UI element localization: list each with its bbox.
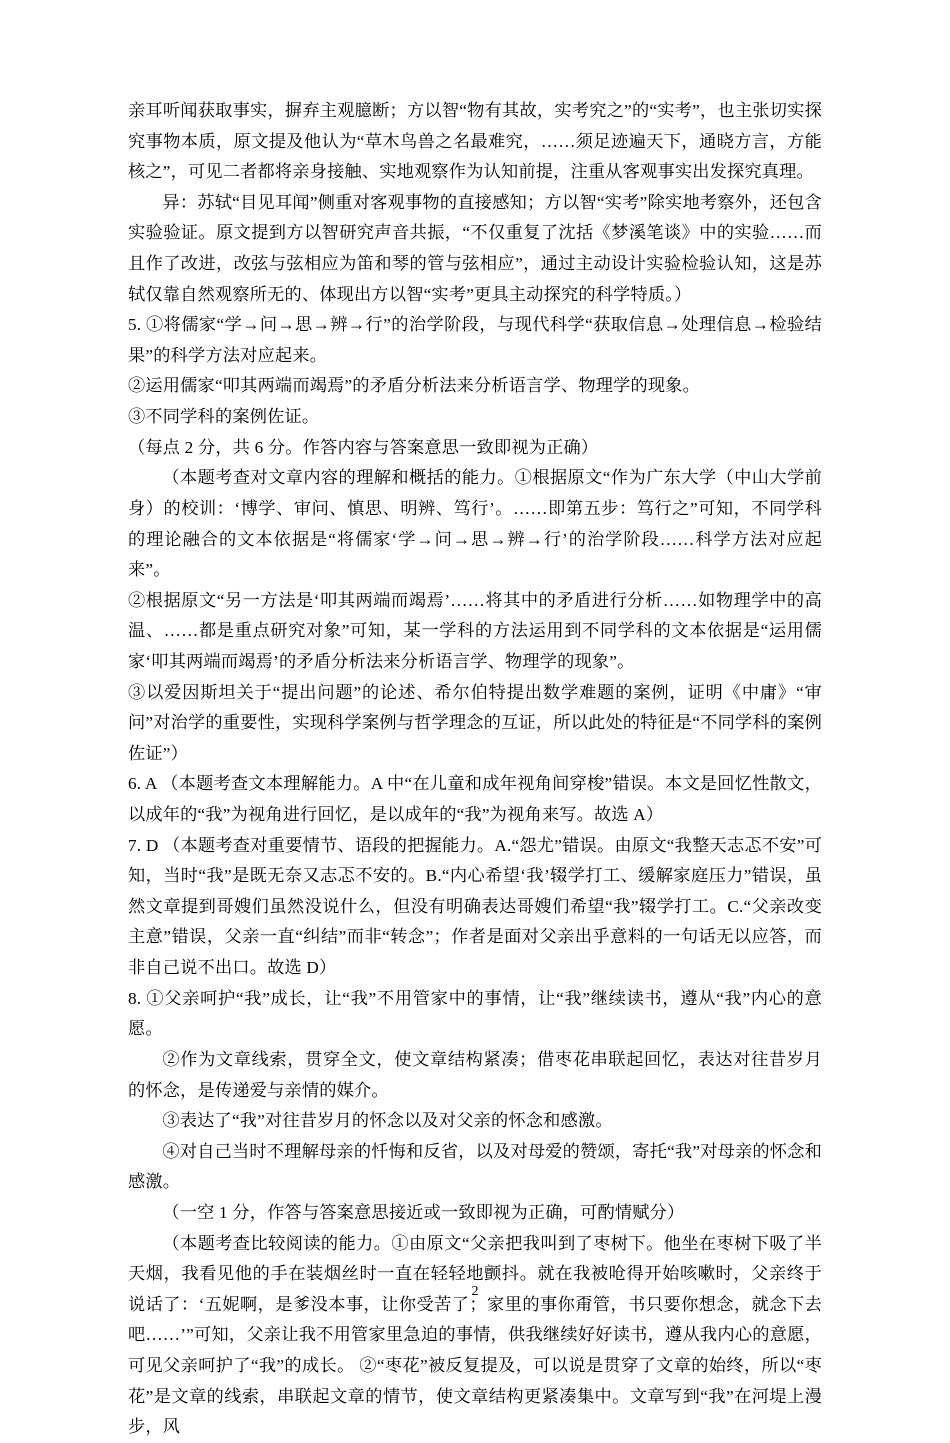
document-body: [128, 96, 822, 1443]
paragraph: ③不同学科的案例佐证。: [128, 407, 320, 427]
paragraph: ②根据原文“另一方法是‘叩其两端而竭焉’……将其中的矛盾进行分析……如物理学中的高温、……都是重点研究对象”可知，某一学科的方法运用到不同学科的文本依据是“运用儒家‘叩其两端而竭焉’的矛盾分析法来分析语言学、物理学的现象”。: [128, 590, 822, 671]
paragraph: 8. ①父亲呵护“我”成长，让“我”不用管家中的事情，让“我”继续读书，遵从“我”内心的意愿。: [128, 988, 822, 1039]
paragraph: 亲耳听闻获取事实，摒弃主观臆断；方以智“物有其故，实考究之”的“实考”，也主张切实探究事物本质，原文提及他认为“草木鸟兽之名最难究，……须足迹遍天下，通晓方言，方能核之”，可见二者都将亲身接触、实地观察作为认知前提，注重从客观事实出发探究真理。: [128, 101, 822, 182]
paragraph: （本题考查比较阅读的能力。①由原文“父亲把我叫到了枣树下。他坐在枣树下吸了半天烟，我看见他的手在装烟丝时一直在轻轻地颤抖。就在我被呛得开始咳嗽时，父亲终于说话了：‘五妮啊，是爹没本事，让你受苦了；家里的事你甭管，书只要你想念，就念下去吧……’”可知，父亲让我不用管家里急迫的事情，供我继续好好读书，遵从我内心的意愿，可见父亲呵护了“我”的成长。 ②“枣花”被反复提及，可以说是贯穿了文章的始终，所以“枣花”是文章的线索，串联起文章的情节，使文章结构更紧凑集中。文章写到“我”在河堤上漫步，风: [128, 1233, 822, 1437]
paragraph: 7. D （本题考查对重要情节、语段的把握能力。A.“怨尤”错误。由原文“我整天志忑不安”可知，当时“我”是既无奈又志忑不安的。B.“内心希望‘我’辍学打工、缓解家庭压力”错误，虽然文章提到哥嫂们虽然没说什么，但没有明确表达哥嫂们希望“我”辍学打工。C.“父亲改变主意”错误，父亲一直“纠结”而非“转念”；作者是面对父亲出乎意料的一句话无以应答，而非自己说不出口。故选 D）: [128, 835, 822, 978]
page-number: 2: [471, 1284, 479, 1299]
paragraph: （本题考查对文章内容的理解和概括的能力。①根据原文“作为广东大学（中山大学前身）的校训：‘博学、审问、慎思、明辨、笃行’。……即第五步：笃行之”可知，不同学科的理论融合的文本依据是“将儒家‘学→问→思→辨→行’的治学阶段……科学方法对应起来”。: [128, 468, 822, 580]
paragraph: ③以爱因斯坦关于“提出问题”的论述、希尔伯特提出数学难题的案例，证明《中庸》“审问”对治学的重要性，实现科学案例与哲学理念的互证，所以此处的特征是“不同学科的案例佐证”）: [128, 682, 822, 763]
paragraph: ④对自己当时不理解母亲的忏悔和反省，以及对母爱的赞颂，寄托“我”对母亲的怀念和感激。: [128, 1141, 822, 1192]
paragraph: （每点 2 分，共 6 分。作答内容与答案意思一致即视为正确）: [128, 437, 599, 457]
paragraph: ②作为文章线索，贯穿全文，使文章结构紧凑；借枣花串联起回忆，表达对往昔岁月的怀念，是传递爱与亲情的媒介。: [128, 1049, 822, 1100]
paragraph: 6. A （本题考查文本理解能力。A 中“在儿童和成年视角间穿梭”错误。本文是回忆性散文，以成年的“我”为视角进行回忆，是以成年的“我”为视角来写。故选 A）: [128, 774, 822, 825]
paragraph: 5. ①将儒家“学→问→思→辨→行”的治学阶段，与现代科学“获取信息→处理信息→检验结果”的科学方法对应起来。: [128, 315, 822, 365]
paragraph: ②运用儒家“叩其两端而竭焉”的矛盾分析法来分析语言学、物理学的现象。: [128, 376, 701, 396]
paragraph: ③表达了“我”对往昔岁月的怀念以及对父亲的怀念和感激。: [162, 1111, 613, 1131]
paragraph: 异：苏轼“目见耳闻”侧重对客观事物的直接感知；方以智“实考”除实地考察外，还包含实验验证。原文提到方以智研究声音共振，“不仅重复了沈括《梦溪笔谈》中的实验……而且作了改进，改弦与弦相应为笛和琴的管与弦相应”，通过主动设计实验检验认知，这是苏轼仅靠自然观察所无的、体现出方以智“实考”更具主动探究的科学特质。）: [128, 192, 822, 304]
paragraph: （一空 1 分，作答与答案意思接近或一致即视为正确，可酌情赋分）: [162, 1202, 685, 1222]
